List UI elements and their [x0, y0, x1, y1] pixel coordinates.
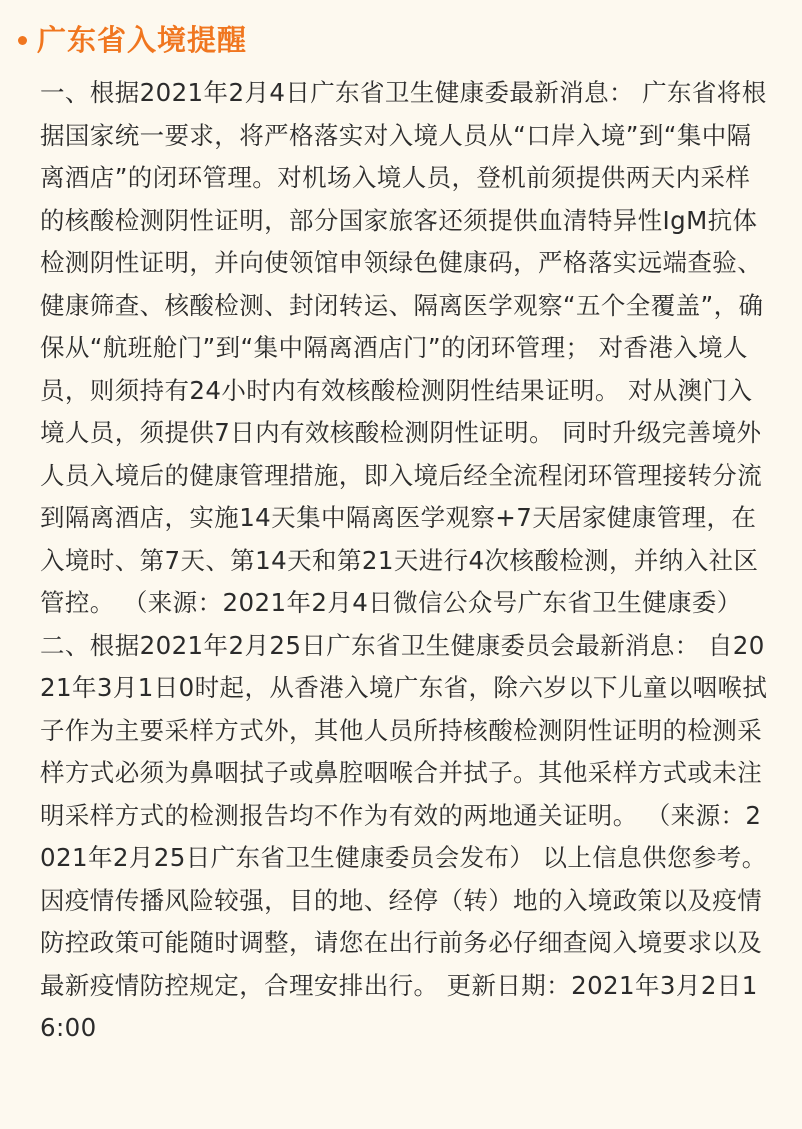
bullet-dot-icon — [18, 36, 27, 45]
entry-policy-text: 一、根据2021年2月4日广东省卫生健康委最新消息： 广东省将根据国家统一要求，将严格落实对入境人员从“口岸入境”到“集中隔离酒店”的闭环管理。对机场入境人员，登机前须提供两天内采样的核酸检测阴性证明，部分国家旅客还须提供血清特异性IgM抗体检测阴性证明，并向使领馆申领绿色健康码，严格落实远端查验、健康筛查、核酸检测、封闭转运、隔离医学观察“五个全覆盖”，确保从“航班舱门”到“集中隔离酒店门”的闭环管理； 对香港入境人员，则须持有24小时内有效核酸检测阴性结果证明。 对从澳门入境人员，须提供7日内有效核酸检测阴性证明。 同时升级完善境外人员入境后的健康管理措施，即入境后经全流程闭环管理接转分流到隔离酒店，实施14天集中隔离医学观察+7天居家健康管理，在入境时、第7天、第14天和第21天进行4次核酸检测，并纳入社区管控。 （来源：2021年2月4日微信公众号广东省卫生健康委） 二、根据2021年2月25日广东省卫生健康委员会最新消息： 自2021年3月1日0时起，从香港入境广东省，除六岁以下儿童以咽喉拭子作为主要采样方式外，其他人员所持核酸检测阴性证明的检测采样方式必须为鼻咽拭子或鼻腔咽喉合并拭子。其他采样方式或未注明采样方式的检测报告均不作为有效的两地通关证明。 （来源：2021年2月25日广东省卫生健康委员会发布） 以上信息供您参考。因疫情传播风险较强，目的地、经停（转）地的入境政策以及疫情防控政策可能随时调整，请您在出行前务必仔细查阅入境要求以及最新疫情防控规定，合理安排出行。 更新日期：2021年3月2日16:00 — [40, 78, 768, 1042]
section-title: 广东省入境提醒 — [37, 23, 248, 57]
section-header — [18, 14, 774, 66]
